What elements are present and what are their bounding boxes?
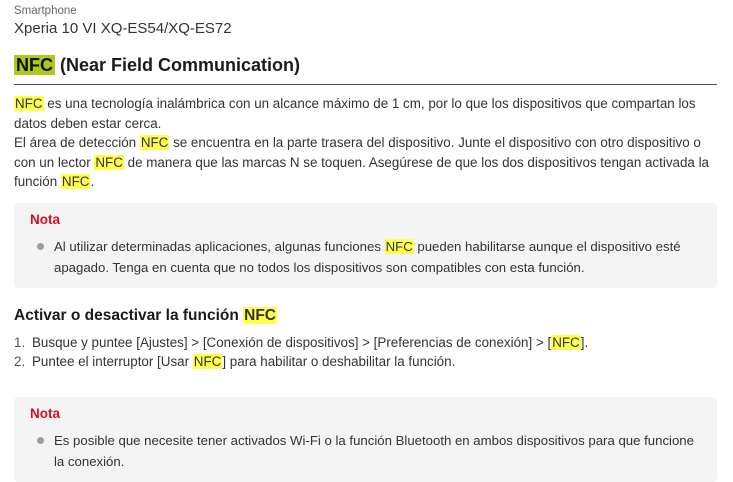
note-item-text: Al utilizar determinadas aplicaciones, algunas funciones NFC pueden habilitarse aunque el dispositivo esté apagado. Tenga en cuenta que no todos los dispositivos son compatibles con esta función. [54,238,681,275]
highlighted-term: NFC [193,354,222,369]
highlighted-term: NFC [385,238,413,254]
note-item-text: Es posible que necesite tener activados Wi-Fi o la función Bluetooth en ambos dispositivos para que funcione la conexión. [54,432,694,469]
intro-paragraph-2: El área de detección NFC se encuentra en la parte trasera del dispositivo. Junte el dispositivo con otro dispositivo o con un lector NFC de manera que las marcas N se toquen. Asegúrese de que los dos dispositivos tengan activada la función NFC. [14,135,710,189]
highlighted-term: NFC [140,135,169,150]
note-item [30,236,701,278]
step-number: 2. [14,354,26,369]
intro-paragraph-1: NFC es una tecnología inalámbrica con un alcance máximo de 1 cm, por lo que los dispositivos que compartan los datos deben estar cerca. [14,96,696,131]
step-item-1 [14,333,717,353]
highlighted-term: NFC [16,55,53,75]
steps-list [14,333,717,372]
section-title: Activar o desactivar la función NFC [14,306,276,324]
note-title: Nota [30,405,60,421]
note-box-2 [14,397,717,482]
note-title: Nota [30,211,60,227]
highlighted-term: NFC [95,154,123,170]
highlighted-term: NFC [15,96,43,111]
title-divider [14,84,717,85]
intro-text [14,94,717,192]
highlighted-term: NFC [552,334,580,350]
device-model: Xperia 10 VI XQ-ES54/XQ-ES72 [14,20,232,37]
step-number: 1. [14,334,26,350]
bullet-icon [37,437,44,444]
step-text: Busque y puntee [Ajustes] > [Conexión de dispositivos] > [Preferencias de conexión] > [NFC]. [32,334,589,350]
device-category: Smartphone [14,5,77,17]
highlighted-term: NFC [61,174,90,189]
highlighted-term: NFC [244,306,276,324]
step-text: Puntee el interruptor [Usar NFC] para habilitar o deshabilitar la función. [32,354,456,369]
bullet-icon [37,243,44,250]
step-item-2 [14,352,717,372]
note-list [30,236,701,278]
note-box-1 [14,203,717,288]
page-title: NFC (Near Field Communication) [16,55,301,75]
